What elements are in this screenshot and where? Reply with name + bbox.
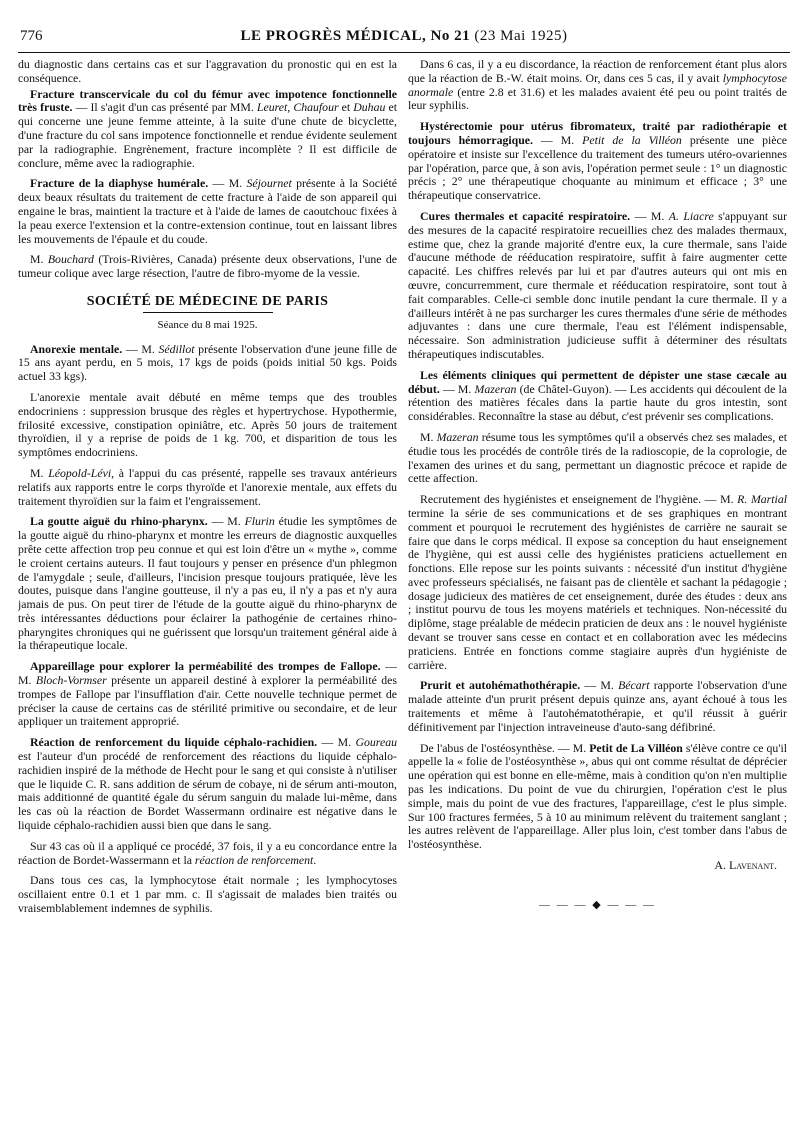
paragraph-sur-43: Sur 43 cas où il a appliqué ce procédé, 37 fois, il y a eu concordance entre la réaction de Bordet-Wassermann et la réaction de renforcement. <box>18 838 397 867</box>
italic-term: lymphocytose anormale <box>408 70 787 99</box>
left-column <box>18 58 397 1118</box>
section-rule <box>143 312 273 313</box>
author-name: Goureau <box>355 735 397 750</box>
paragraph-appareillage: Appareillage pour explorer la perméabilité des trompes de Fallope. — M. Bloch-Vormser présente un appareil destiné à explorer la perméabilité des trompes de Fallope par l'insufflation d'air. Cette nouvelle technique permet de préciser la cause de certains cas de stérilité primitive ou secondaire, et de leur appliquer un traitement approprié. <box>18 659 397 729</box>
article-title: Prurit et autohémathothérapie. <box>420 678 581 693</box>
author-name: R. Martial <box>737 492 787 507</box>
paragraph-reaction: Réaction de renforcement du liquide céphalo-rachidien. — M. Goureau est l'auteur d'un procédé de renforcement des réactions du liquide céphalo-rachidien inspiré de la méthode de Hecht pour le sang et qui consiste à n'utiliser que le liquide C. R. sans addition de sérum de cobaye, ni de sérum anti-mouton, mais additionné de quantité égale du sérum sanguin du malade lui-même, dans les cas où la réaction de Bordet Wassermann ordinaire est négative dans le liquide céphalo-rachidien aussi bien que dans le sang. <box>18 735 397 833</box>
signature: A. Lavenant. <box>714 858 777 873</box>
author-name: Duhau <box>353 100 386 115</box>
article-title: La goutte aiguë du rhino-pharynx. <box>30 514 208 529</box>
right-column <box>408 58 787 1118</box>
author-name: Mazeran <box>436 429 479 444</box>
paragraph-cures-thermales: Cures thermales et capacité respiratoire. — M. A. Liacre s'appuyant sur des mesures de la capacité respiratoire recueillies chez des malades thermaux, estime que, chez la grande majorité d'entre eux, la cure thermale, sans l'aide d'aucune méthode de rééducation respiratoire, suffit à faire augmenter cette capacité. Les chiffres relevés par lui et par d'autres auteurs qui ont mis en œuvre, concurremment, cure thermale et rééducation respiratoire, sont tout à fait comparables. Celle-ci semble donc inutile pendant la cure thermale. Il y a d'ailleurs intérêt à ne pas surcharger les cures thermales d'une série de méthodes adjuvantes : dans une cure thermale, l'eau est l'élément indispensable, nécessaire. Son administration judicieuse suffit à déterminer des résultats thérapeutiques indiscutables. <box>408 208 787 361</box>
page-header <box>18 26 790 53</box>
paragraph-dans-tous: Dans tous ces cas, la lymphocytose était normale ; les lymphocytoses oscillaient entre 0.1 et 1 par mm. c. Il s'agissait de malades bien traités ou vraisemblablement indemnes de syphilis. <box>18 873 397 916</box>
article-title: Fracture de la diaphyse humérale. <box>30 176 209 191</box>
author-name: Petit de La Villéon <box>589 740 683 755</box>
end-separator: — — — ◆ — — — <box>539 898 656 911</box>
article-title: Anorexie mentale. <box>30 341 123 356</box>
paragraph-fracture-diaphyse: Fracture de la diaphyse humérale. — M. Séjournet présente à la Société deux beaux résultats du traitement de cette fracture à l'aide de son appareil qui engaine le bras, maintient la tracture et à l'aide de lames de caoutchouc fixées à la peau exerce l'extension et la contre-extension continue, tout en laissant libres les mouvements de l'épaule et du coude. <box>18 176 397 246</box>
article-title: Fracture transcervicale du col du fémur avec impotence fonctionnelle très fruste. <box>18 86 397 115</box>
paragraph-fracture-col: Fracture transcervicale du col du fémur avec impotence fonctionnelle très fruste. — Il s'agit d'un cas présenté par MM. Leuret, Chaufour et Duhau et qui concerne une jeune femme atteinte, à la suite d'une chute de bicyclette, d'une fracture du col sans impotence fonctionnelle et rendue évidente seulement par la radiographie. Engrènement, fracture incomplète ? Il est difficile de conclure, même avec la radiographie. <box>18 86 397 170</box>
paragraph-elements-cliniques: Les éléments cliniques qui permettent de dépister une stase cæcale au début. — M. Mazeran (de Châtel-Guyon). — Les accidents qui découlent de la rétention des matières fécales dans la partie haute du gros intestin, sont considérables. Reconnaître la stase au début, c'est prévenir ses complications. <box>408 367 787 424</box>
author-name: Séjournet <box>246 176 292 191</box>
author-name: A. Liacre <box>668 208 714 223</box>
page-number: 776 <box>20 28 43 44</box>
article-title: Cures thermales et capacité respiratoire. <box>420 208 631 223</box>
paragraph-dans-6: Dans 6 cas, il y a eu discordance, la réaction de renforcement étant plus alors que la réaction de B.-W. était moins. Or, dans ces 5 cas, il y avait lymphocytose anormale (entre 2.8 et 31.6) et les malades avaient été peu ou point traités de leur syphilis. <box>408 58 787 113</box>
paragraph-goutte: La goutte aiguë du rhino-pharynx. — M. Flurin étudie les symptômes de la goutte aiguë du rhino-pharynx et montre les erreurs de diagnostic auxquelles prête cette affection trop peu connue et qui est loin d'être un « mythe », comme le croient certains auteurs. Il faut toujours y penser en présence d'un phlegmon de l'amygdale ; seule, d'ailleurs, l'incision presque toujours pratiquée, lève les doutes, puisque dans l'angine goutteuse, il n'y a pas eu, il n'y a pas et n'y aura jamais de pus. On peut tirer de l'étude de la goutte aiguë du rhino-pharynx de très intéressantes déductions pour éclairer la pathogénie de certaines rhino-pharyngites chroniques qui ne guérissent que lorsqu'un traitement général aide à la thérapeutique locale. <box>18 514 397 653</box>
journal-name: LE PROGRÈS MÉDICAL, <box>240 28 427 44</box>
author-name: Flurin <box>244 514 275 529</box>
author-name: Léopold-Lévi <box>48 465 112 480</box>
article-title: Les éléments cliniques qui permettent de dépister une stase cæcale au début. <box>408 367 787 396</box>
paragraph-leopold-levi: M. Léopold-Lévi, à l'appui du cas présenté, rappelle ses travaux antérieurs relatifs aux rapports entre le corps thyroïde et l'anorexie mentale, aux effets du traitement thyroïdien sur la faim et l'engraissement. <box>18 465 397 508</box>
author-name: Petit de la Villéon <box>582 132 682 147</box>
paragraph-anorexie-2: L'anorexie mentale avait débuté en même temps que des troubles endocriniens : suppression brusque des règles et hypertrychose. Hypothermie, frilosité excessive, constipation opiniâtre, etc. Après 50 jours de traitement thyroïdien, il y a reprise de poids de 1 kg. 700, et disparition de tous les symptômes endocriniens. <box>18 389 397 460</box>
article-title: Recrutement des hygiénistes et enseignement de l'hygiène. <box>420 492 702 507</box>
article-title: Réaction de renforcement du liquide céphalo-rachidien. <box>30 735 318 750</box>
session-date: Séance du 8 mai 1925. <box>157 318 258 331</box>
paragraph-bouchard: M. Bouchard (Trois-Rivières, Canada) présente deux observations, l'une de tumeur colique avec large résection, l'autre de fibro-myome de la vessie. <box>18 252 397 281</box>
paragraph-hysterectomie: Hystérectomie pour utérus fibromateux, traité par radiothérapie et toujours hémorragique. — M. Petit de la Villéon présente une pièce opératoire et insiste sur l'excellence du traitement des tumeurs utéro-ovariennes par l'opération, parce que, à son avis, l'opération permet seule : 1° un diagnostic précis ; 2° une thérapeutique choquante au minimum et efficace ; 3° une thérapeutique conservatrice. <box>408 119 787 203</box>
paragraph-mazeran: M. Mazeran résume tous les symptômes qu'il a observés chez ses malades, et étudie tous les procédés de contrôle tirés de la radioscopie, de la coprologie, de l'examen des urines et du sang, permettant un diagnostic précoce et rapide de cette affection. <box>408 429 787 486</box>
author-name: Sédillot <box>158 341 195 356</box>
paragraph-anorexie: Anorexie mentale. — M. Sédillot présente l'observation d'une jeune fille de 15 ans ayant perdu, en 5 mois, 17 kgs de poids (poids initial 50 kgs. Poids actuel 33 kgs). <box>18 341 397 384</box>
paragraph-prurit: Prurit et autohémathothérapie. — M. Bécart rapporte l'observation d'une malade atteinte d'un prurit présent depuis quinze ans, ayant échoué à tous les traitements et même à l'autohématothérapie, et qu'il réussit à guérir définitivement par l'injection intraveineuse d'auto-sang défibriné. <box>408 678 787 734</box>
issue-number: No 21 <box>430 28 471 44</box>
paragraph-recrutement: Recrutement des hygiénistes et enseignement de l'hygiène. — M. R. Martial termine la série de ses communications et de ses graphiques en montrant comment et pourquoi le recrutement des hygiénistes de carrière ne saurait se faire que dans le corps médical. Il expose sa conception du haut enseignement de l'hygiène, qui est aussi celle des hygiénistes praticiens actuellement en fonctions. Elle repose sur les points suivants : nécessité d'un institut d'hygiène avec professeurs spécialisés, ne faisant pas de clientèle et sachant la pédagogie ; dosage judicieux des matières de cet enseignement, durée des études : deux ans ; institut pourvu de tous les moyens matériels et techniques. Non-nécessité du diplôme, stage préalable de médecin praticien de deux ans : le nouvel hygiéniste devant se trouver sans cesse en contact et en collaboration avec les médecins praticiens. Entrée en fonctions comme stagiaire auprès d'un hygiéniste de carrière. <box>408 492 787 672</box>
article-title: Appareillage pour explorer la perméabilité des trompes de Fallope. <box>30 659 381 674</box>
article-title: Hystérectomie pour utérus fibromateux, traité par radiothérapie et toujours hémorragique. <box>408 119 787 147</box>
author-name: Bouchard <box>47 252 94 267</box>
author-name: Mazeran <box>474 381 517 396</box>
section-heading: SOCIÉTÉ DE MÉDECINE DE PARIS <box>86 293 329 309</box>
author-name: Bécart <box>618 678 650 693</box>
paragraph-osteosynthese: De l'abus de l'ostéosynthèse. — M. Petit de La Villéon s'élève contre ce qu'il appelle la « folie de l'ostéosynthèse », abus qui ont comme résultat de déprécier une opération qui est bonne en elle-même, mais à condition qu'on n'en multiplie pas les indications. Du point de vue du chirurgien, l'opération c'est le plus simple, mais du point de vue des fractures, l'appareillage, c'est le plus simple. Sur 100 fractures fermées, 5 à 10 au minimum relèvent du traitement sanglant ; les autres relèvent de l'appareillage. Aller plus loin, c'est tomber dans l'abus de l'ostéosynthèse. <box>408 740 787 852</box>
issue-date: (23 Mai 1925) <box>474 28 568 44</box>
paragraph-continued: du diagnostic dans certains cas et sur l'aggravation du pronostic qui en est la conséquence. <box>18 58 397 85</box>
italic-term: réaction de renforcement <box>194 852 314 867</box>
author-name: Leuret, Chaufour <box>256 100 339 115</box>
journal-title <box>18 28 790 45</box>
author-name: Bloch-Vormser <box>35 673 107 688</box>
